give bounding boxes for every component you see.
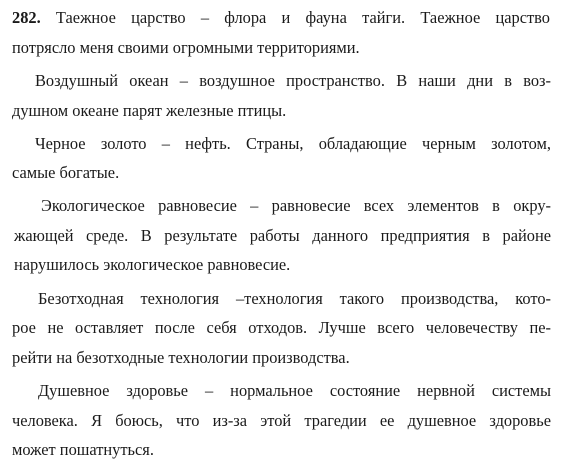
- paragraph-4-line-2: жающей среде. В результате работы данного предприятия в районе: [14, 226, 551, 245]
- paragraph-6-line-2: человека. Я боюсь, что из-за этой трагедии ее душевное здоровье: [12, 411, 551, 430]
- paragraph-3-line-2: самые богатые.: [12, 163, 120, 182]
- paragraph-6-line-1: Душевное здоровье – нормальное состояние нервной системы: [38, 381, 551, 400]
- paragraph-6-line-3: может пошатнуться.: [12, 440, 154, 459]
- paragraph-1-line-1-text: Таежное царство – флора и фауна тайги. Таежное царство: [40, 8, 550, 27]
- paragraph-4-line-3: нарушилось экологическое равновесие.: [14, 255, 291, 274]
- paragraph-2-line-2: душном океане парят железные птицы.: [12, 101, 287, 120]
- exercise-number: 282.: [12, 8, 41, 27]
- paragraph-5-line-3: рейти на безотходные технологии производства.: [12, 348, 350, 367]
- paragraph-1-line-2: потрясло меня своими огромными территориями.: [12, 38, 360, 57]
- paragraph-2-line-1: Воздушный океан – воздушное пространство. В наши дни в воз-: [35, 71, 551, 90]
- paragraph-1-line-1: [12, 3, 550, 33]
- paragraph-4-line-1: Экологическое равновесие – равновесие всех элементов в окру-: [41, 196, 551, 215]
- paragraph-5-line-2: рое не оставляет после себя отходов. Лучше всего человечеству пе-: [12, 318, 551, 337]
- paragraph-3-line-1: Черное золото – нефть. Страны, обладающие черным золотом,: [35, 134, 551, 153]
- paragraph-5-line-1: Безотходная технология –технология такого производства, кото-: [38, 289, 551, 308]
